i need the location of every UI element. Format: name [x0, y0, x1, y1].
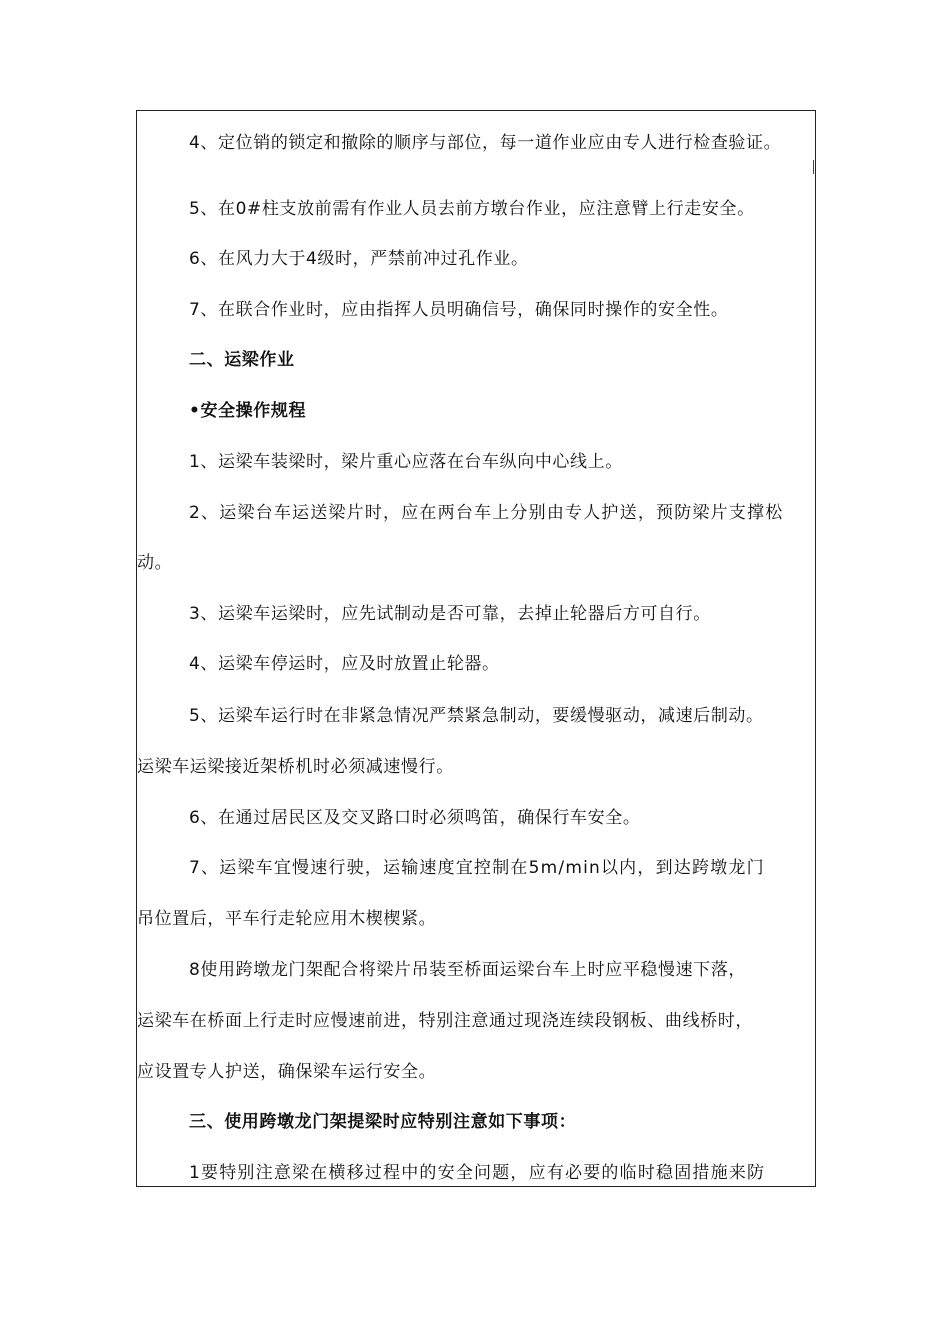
- paragraph-line: 1要特别注意梁在横移过程中的安全问题，应有必要的临时稳固措施来防: [189, 1163, 766, 1183]
- paragraph-line: 运梁车在桥面上行走时应慢速前进，特别注意通过现浇连续段钢板、曲线桥时，: [137, 1011, 753, 1031]
- paragraph-line: 5、在0#柱支放前需有作业人员去前方墩台作业，应注意臂上行走安全。: [189, 199, 755, 219]
- paragraph-line: 动。: [137, 553, 173, 573]
- paragraph-line: 7、在联合作业时，应由指挥人员明确信号，确保同时操作的安全性。: [189, 300, 729, 320]
- paragraph-line: 8使用跨墩龙门架配合将梁片吊装至桥面运梁台车上时应平稳慢速下落，: [189, 960, 747, 980]
- paragraph-line: 1、运梁车装梁时，梁片重心应落在台车纵向中心线上。: [189, 452, 623, 472]
- paragraph-line: 7、运梁车宜慢速行驶，运输速度宜控制在5m/min以内，到达跨墩龙门: [189, 858, 765, 878]
- paragraph-line: 4、定位销的锁定和撤除的顺序与部位，每一道作业应由专人进行检查验证。: [189, 133, 782, 153]
- paragraph-line: 5、运梁车运行时在非紧急情况严禁紧急制动，要缓慢驱动，减速后制动。: [189, 706, 764, 726]
- paragraph-line: 应设置专人护送，确保梁车运行安全。: [137, 1062, 437, 1082]
- paragraph-line: 3、运梁车运梁时，应先试制动是否可靠，去掉止轮器后方可自行。: [189, 604, 711, 624]
- paragraph-line: 运梁车运梁接近架桥机时必须减速慢行。: [137, 757, 454, 777]
- section-heading: 三、使用跨墩龙门架提梁时应特别注意如下事项：: [189, 1112, 577, 1132]
- border-tick: [813, 160, 814, 174]
- section-heading: 二、运梁作业: [189, 350, 295, 370]
- paragraph-line: 4、运梁车停运时，应及时放置止轮器。: [189, 654, 500, 674]
- subsection-heading: •安全操作规程: [189, 401, 307, 421]
- paragraph-line: 6、在通过居民区及交叉路口时必须鸣笛，确保行车安全。: [189, 808, 641, 828]
- paragraph-line: 吊位置后，平车行走轮应用木楔楔紧。: [137, 909, 437, 929]
- paragraph-line: 6、在风力大于4级时，严禁前冲过孔作业。: [189, 249, 529, 269]
- paragraph-line: 2、运梁台车运送梁片时，应在两台车上分别由专人护送，预防梁片支撑松: [189, 503, 784, 523]
